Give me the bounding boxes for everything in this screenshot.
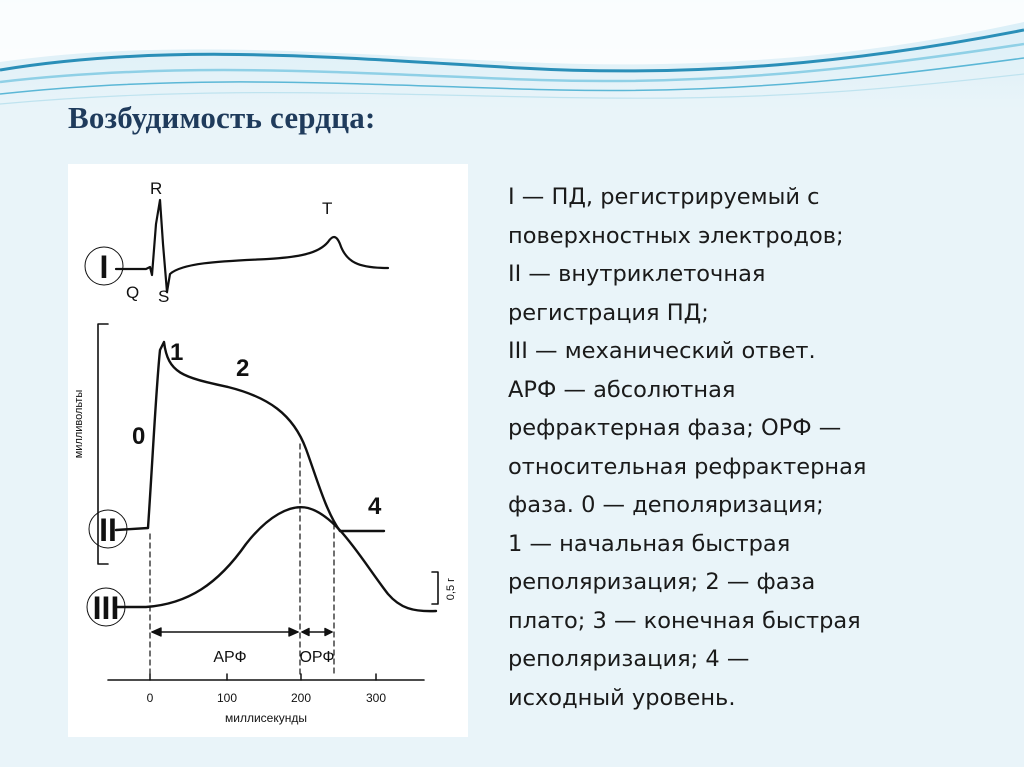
q-wave-label: Q <box>126 283 140 302</box>
description-line: исходный уровень. <box>508 684 736 711</box>
description-line: I — ПД, регистрируемый с <box>508 184 820 210</box>
force-scale-label: 0,5 г <box>445 577 457 601</box>
phase-4-label: 4 <box>368 493 382 520</box>
x-axis-label: миллисекунды <box>225 711 307 725</box>
description-line: поверхностных электродов; <box>508 222 844 249</box>
x-tick-label-300: 300 <box>365 691 387 705</box>
description-line: регистрация ПД; <box>508 299 709 326</box>
description-line: фаза. 0 — деполяризация; <box>508 492 824 518</box>
x-tick-label-100: 100 <box>216 691 238 705</box>
description-line: II — внутриклеточная <box>508 261 766 287</box>
t-wave-label: T <box>322 199 333 218</box>
trace-iii-label: III <box>92 590 120 626</box>
description-line: плато; 3 — конечная быстрая <box>508 607 861 634</box>
phase-0-label: 0 <box>132 423 146 450</box>
orf-label: ОРФ <box>299 649 335 666</box>
figure-description <box>508 178 978 717</box>
trace-i-label: I <box>99 249 109 285</box>
header-wave-decoration <box>0 0 1024 110</box>
arf-label: АРФ <box>213 649 247 666</box>
description-line: относительная рефрактерная <box>508 453 867 480</box>
y-axis-label: милливольты <box>73 389 85 459</box>
slide-title: Возбудимость сердца: <box>68 100 376 135</box>
description-line: III — механический ответ. <box>508 338 816 364</box>
s-wave-label: S <box>158 287 170 306</box>
x-tick-label-200: 200 <box>290 691 312 705</box>
x-tick-label-0: 0 <box>146 691 154 705</box>
description-line: рефрактерная фаза; ОРФ — <box>508 415 842 441</box>
trace-ii-label: II <box>99 512 117 548</box>
r-wave-label: R <box>150 179 163 198</box>
description-line: 1 — начальная быстрая <box>508 530 791 557</box>
description-line: АРФ — абсолютная <box>508 376 736 403</box>
phase-2-label: 2 <box>236 355 250 382</box>
description-line: реполяризация; 4 — <box>508 646 750 672</box>
description-line: реполяризация; 2 — фаза <box>508 569 816 595</box>
action-potential-figure <box>68 164 468 737</box>
phase-1-label: 1 <box>170 339 184 366</box>
